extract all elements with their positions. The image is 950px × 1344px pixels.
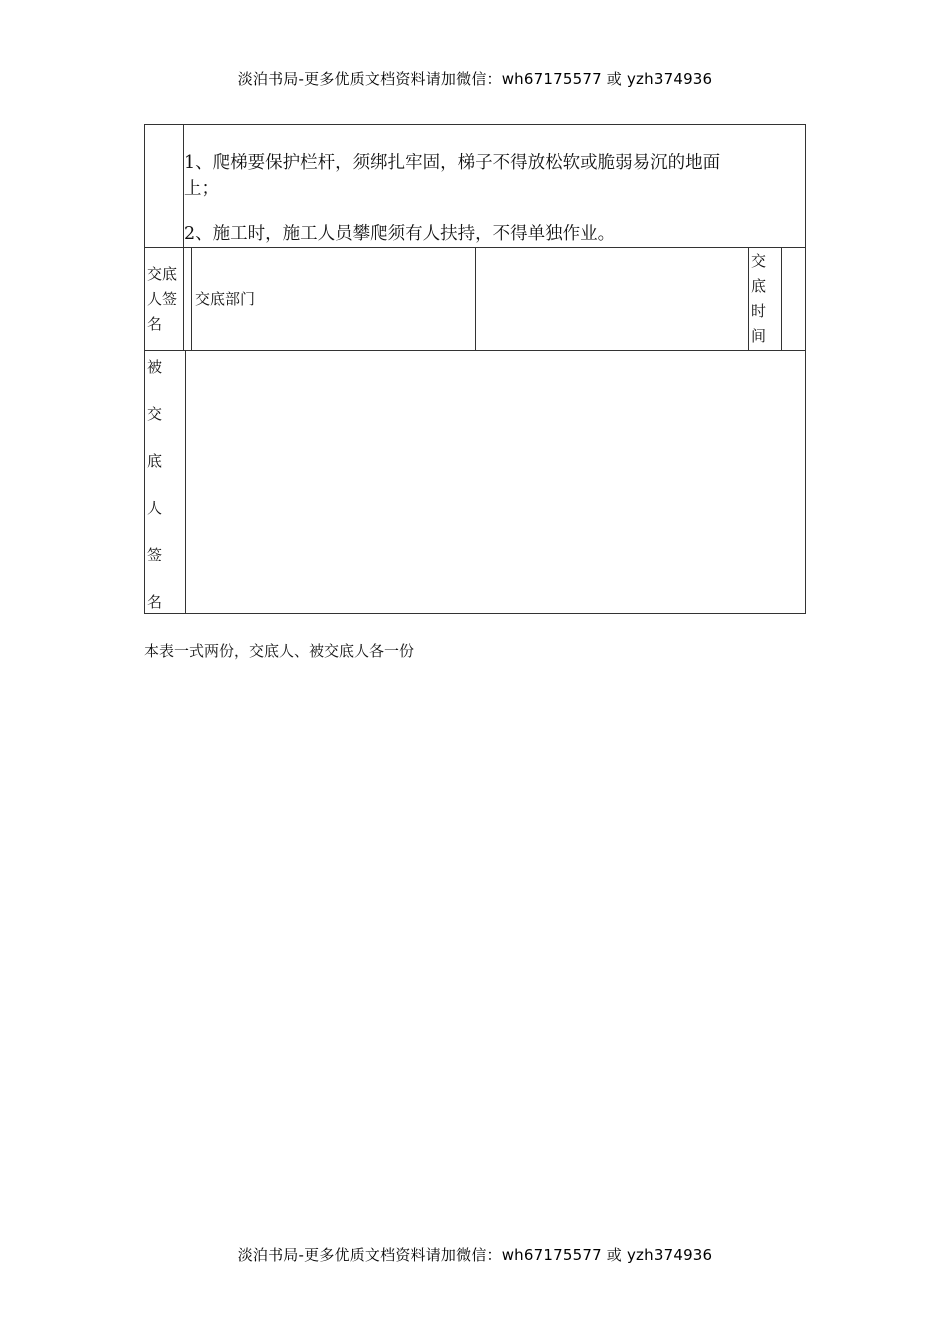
label-line: 时 [751, 302, 767, 320]
content-line-3: 2、施工时，施工人员攀爬须有人扶持，不得单独作业。 [184, 224, 616, 244]
label-char: 交 [147, 405, 163, 423]
label-line: 底 [751, 277, 767, 295]
page-footer-watermark: 淡泊书局-更多优质文档资料请加微信：wh67175577 或 yzh374936 [237, 1246, 713, 1264]
discloser-signature-label [147, 262, 183, 337]
col-divider [748, 247, 749, 350]
col-divider [191, 247, 192, 350]
department-label: 交底部门 [195, 290, 256, 308]
label-line: 人签 [147, 290, 178, 308]
label-char: 底 [147, 452, 163, 470]
col-divider [185, 350, 186, 614]
label-char: 名 [147, 593, 163, 611]
receiver-signature-area[interactable] [189, 355, 799, 605]
label-char: 签 [147, 546, 163, 564]
row-divider [145, 350, 805, 351]
label-line: 交底 [147, 265, 178, 283]
table-footnote: 本表一式两份，交底人、被交底人各一份 [144, 642, 415, 660]
disclosure-table [144, 124, 806, 614]
label-char: 被 [147, 358, 163, 376]
page-header-watermark: 淡泊书局-更多优质文档资料请加微信：wh67175577 或 yzh374936 [237, 70, 713, 88]
col-divider [475, 247, 476, 350]
col-divider [183, 247, 184, 350]
label-line: 间 [751, 327, 767, 345]
label-char: 人 [147, 499, 163, 517]
col-divider [781, 247, 782, 350]
label-line: 交 [751, 252, 767, 270]
label-line: 名 [147, 315, 163, 333]
content-line-1: 1、爬梯要保护栏杆，须绑扎牢固，梯子不得放松软或脆弱易沉的地面 [184, 153, 721, 173]
disclosure-time-label [751, 249, 779, 349]
content-line-2: 上； [184, 179, 219, 199]
